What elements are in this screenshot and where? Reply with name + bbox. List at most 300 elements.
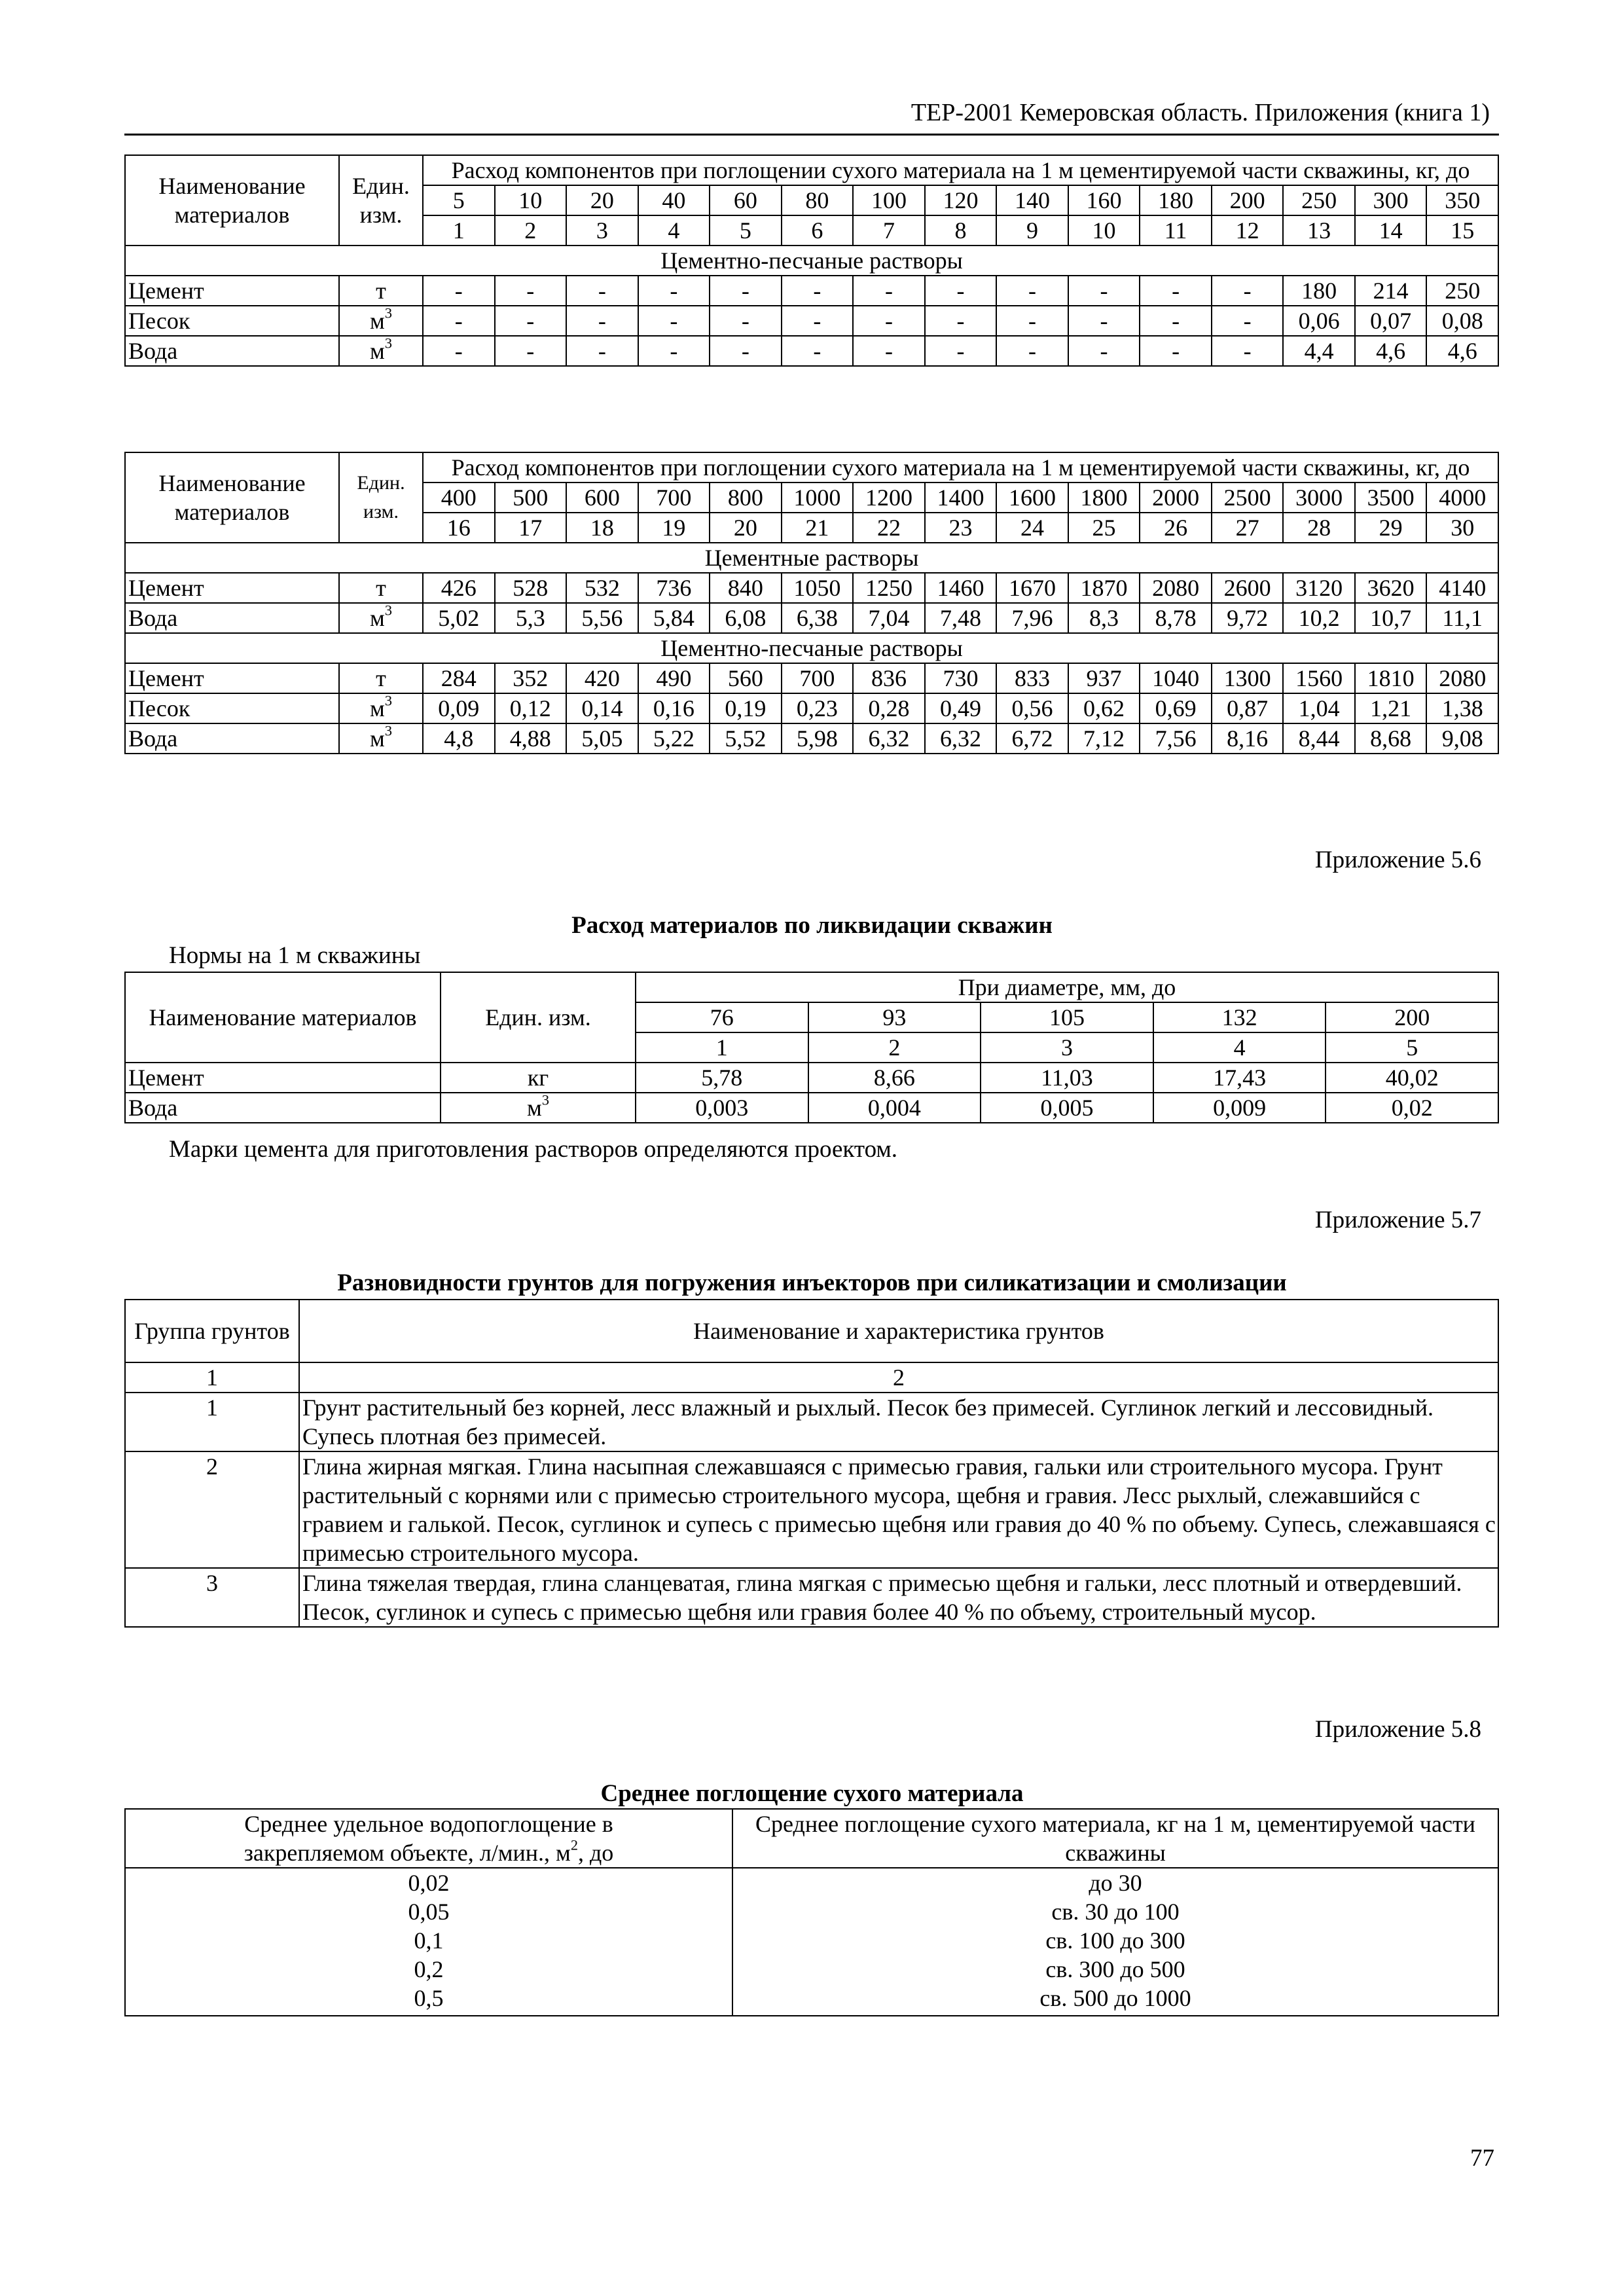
column-number: 24 [996, 513, 1068, 543]
description-header: Наименование и характеристика грунтов [299, 1300, 1498, 1362]
value-cell: - [566, 276, 638, 306]
absorption-values [732, 1868, 1498, 2016]
appendix-5-6-note: Марки цемента для приготовления растворов определяются проектом. [169, 1136, 898, 1163]
data-row [125, 693, 1498, 723]
value-header: 300 [1355, 185, 1427, 215]
value-cell: 17,43 [1153, 1063, 1326, 1093]
value-cell: - [925, 336, 997, 366]
value-cell: - [853, 306, 925, 336]
water-absorption-value: 0,1 [414, 1927, 444, 1954]
unit-superscript: 3 [384, 304, 392, 321]
unit-cell [339, 276, 423, 306]
value-cell: 11,03 [981, 1063, 1153, 1093]
value-header: 140 [996, 185, 1068, 215]
diameter-header: 132 [1153, 1002, 1326, 1032]
value-cell: 0,09 [423, 693, 495, 723]
data-row [125, 1568, 1498, 1627]
group-header: Расход компонентов при поглощении сухого материала на 1 м цементируемой части скважины, кг, до [423, 452, 1498, 483]
material-name: Вода [125, 336, 339, 366]
value-cell: 5,22 [638, 723, 710, 754]
value-cell: 700 [782, 663, 854, 693]
value-cell: 736 [638, 573, 710, 603]
value-cell: 490 [638, 663, 710, 693]
value-cell: 7,12 [1068, 723, 1140, 754]
value-cell: - [710, 336, 782, 366]
value-cell: - [638, 276, 710, 306]
value-cell: 0,56 [996, 693, 1068, 723]
value-cell: - [710, 276, 782, 306]
appendix-5-6-title: Расход материалов по ликвидации скважин [571, 912, 1053, 939]
material-name: Вода [125, 603, 339, 633]
name-header: Наименование материалов [125, 155, 339, 246]
value-cell: - [853, 276, 925, 306]
value-cell: 3620 [1355, 573, 1427, 603]
material-name: Песок [125, 306, 339, 336]
value-header: 4000 [1426, 483, 1498, 513]
value-cell: 0,02 [1326, 1093, 1498, 1123]
absorption-header: Среднее поглощение сухого материала, кг на 1 м, цементируемой части скважины [732, 1809, 1498, 1868]
column-number: 18 [566, 513, 638, 543]
value-cell: - [1212, 276, 1284, 306]
value-cell: 1,38 [1426, 693, 1498, 723]
value-cell: 9,08 [1426, 723, 1498, 754]
value-cell: 833 [996, 663, 1068, 693]
water-absorption-values [125, 1868, 732, 2016]
absorption-value: до 30 [1089, 1870, 1142, 1896]
value-cell: 836 [853, 663, 925, 693]
water-absorption-value: 0,05 [408, 1899, 450, 1925]
value-cell: - [1068, 276, 1140, 306]
value-header: 180 [1140, 185, 1212, 215]
water-absorption-value: 0,2 [414, 1956, 444, 1982]
page-header [124, 97, 1499, 136]
unit-text: т [376, 575, 386, 601]
value-cell: 0,14 [566, 693, 638, 723]
value-header: 2500 [1212, 483, 1284, 513]
absorption-value: св. 100 до 300 [1045, 1927, 1185, 1954]
value-cell: 11,1 [1426, 603, 1498, 633]
value-cell: 937 [1068, 663, 1140, 693]
liquidation-table [124, 972, 1499, 1123]
column-number: 5 [1326, 1032, 1498, 1063]
value-cell: 5,52 [710, 723, 782, 754]
material-name: Цемент [125, 1063, 441, 1093]
value-cell: 0,08 [1426, 306, 1498, 336]
column-number: 4 [638, 215, 710, 246]
table2-body [125, 452, 1498, 754]
value-cell: 8,44 [1283, 723, 1355, 754]
unit-text: м [527, 1095, 542, 1121]
section-row [125, 633, 1498, 663]
unit-text: м [370, 338, 385, 364]
column-number: 13 [1283, 215, 1355, 246]
value-cell: 5,84 [638, 603, 710, 633]
column-number: 30 [1426, 513, 1498, 543]
data-row [125, 1393, 1498, 1451]
value-cell: - [1068, 336, 1140, 366]
column-number: 5 [710, 215, 782, 246]
column-number: 20 [710, 513, 782, 543]
value-cell: 6,72 [996, 723, 1068, 754]
value-cell: 7,04 [853, 603, 925, 633]
group-header: Расход компонентов при поглощении сухого материала на 1 м цементируемой части скважины, кг, до [423, 155, 1498, 185]
value-cell: 1,21 [1355, 693, 1427, 723]
value-cell: - [996, 306, 1068, 336]
value-cell: 528 [495, 573, 567, 603]
value-cell: - [782, 306, 854, 336]
value-cell: 0,49 [925, 693, 997, 723]
column-number: 23 [925, 513, 997, 543]
column-number: 12 [1212, 215, 1284, 246]
value-cell: - [423, 306, 495, 336]
column-number: 15 [1426, 215, 1498, 246]
column-number: 1 [423, 215, 495, 246]
value-header: 500 [495, 483, 567, 513]
section-title: Цементно-песчаные растворы [125, 633, 1498, 663]
value-cell: 4,88 [495, 723, 567, 754]
unit-superscript: 3 [384, 602, 392, 619]
value-cell: 352 [495, 663, 567, 693]
value-header: 3500 [1355, 483, 1427, 513]
value-cell: 8,68 [1355, 723, 1427, 754]
column-number: 17 [495, 513, 567, 543]
group-header: Группа грунтов [125, 1300, 299, 1362]
data-row [125, 663, 1498, 693]
header-row [125, 452, 1498, 483]
value-header: 400 [423, 483, 495, 513]
unit-cell [339, 573, 423, 603]
value-cell: 1300 [1212, 663, 1284, 693]
column-number: 3 [981, 1032, 1153, 1063]
value-cell: 10,7 [1355, 603, 1427, 633]
value-cell: 0,004 [808, 1093, 981, 1123]
value-cell: 6,32 [853, 723, 925, 754]
value-cell: 5,05 [566, 723, 638, 754]
column-number: 2 [495, 215, 567, 246]
column-number: 19 [638, 513, 710, 543]
value-cell: 1040 [1140, 663, 1212, 693]
value-cell: 4,4 [1283, 336, 1355, 366]
value-cell: - [423, 276, 495, 306]
page-number: 77 [1470, 2145, 1494, 2172]
liquidation-table-body [125, 972, 1498, 1123]
appendix-5-8-label: Приложение 5.8 [1314, 1716, 1481, 1743]
column-number: 16 [423, 513, 495, 543]
value-cell: 214 [1355, 276, 1427, 306]
unit-superscript: 3 [541, 1091, 549, 1108]
value-cell: 0,87 [1212, 693, 1284, 723]
value-cell: 0,12 [495, 693, 567, 723]
unit-cell [441, 1063, 636, 1093]
column-number: 9 [996, 215, 1068, 246]
value-cell: 6,32 [925, 723, 997, 754]
value-header: 40 [638, 185, 710, 215]
header-part: Среднее удельное водопоглощение в [244, 1811, 613, 1837]
value-cell: - [638, 336, 710, 366]
column-number: 22 [853, 513, 925, 543]
value-cell: - [1212, 306, 1284, 336]
material-name: Песок [125, 693, 339, 723]
column-number: 2 [808, 1032, 981, 1063]
value-cell: 5,3 [495, 603, 567, 633]
unit-header: Един. изм. [339, 155, 423, 246]
header-part: , до [577, 1840, 614, 1866]
header-row [125, 155, 1498, 185]
absorption-table [124, 1808, 1499, 2016]
appendix-5-6-subtitle: Нормы на 1 м скважины [169, 942, 421, 969]
unit-superscript: 3 [384, 692, 392, 709]
column-number: 2 [299, 1362, 1498, 1393]
water-absorption-header [125, 1809, 732, 1868]
value-header: 20 [566, 185, 638, 215]
value-header: 600 [566, 483, 638, 513]
data-row [125, 723, 1498, 754]
soil-types-table [124, 1299, 1499, 1628]
value-cell: - [566, 306, 638, 336]
value-cell: 5,98 [782, 723, 854, 754]
unit-cell [441, 1093, 636, 1123]
column-number: 1 [636, 1032, 808, 1063]
value-cell: - [1140, 336, 1212, 366]
diameter-header: 105 [981, 1002, 1153, 1032]
value-cell: 2080 [1140, 573, 1212, 603]
value-header: 160 [1068, 185, 1140, 215]
value-cell: 532 [566, 573, 638, 603]
unit-cell [339, 693, 423, 723]
value-cell: 730 [925, 663, 997, 693]
value-cell: - [566, 336, 638, 366]
absorption-value: св. 300 до 500 [1045, 1956, 1185, 1982]
value-cell: 1,04 [1283, 693, 1355, 723]
unit-superscript: 3 [384, 335, 392, 352]
value-cell: 1870 [1068, 573, 1140, 603]
value-cell: - [925, 276, 997, 306]
material-name: Вода [125, 1093, 441, 1123]
column-number: 6 [782, 215, 854, 246]
value-cell: 6,08 [710, 603, 782, 633]
value-cell: 2080 [1426, 663, 1498, 693]
value-cell: 5,56 [566, 603, 638, 633]
value-cell: 40,02 [1326, 1063, 1498, 1093]
value-cell: 1250 [853, 573, 925, 603]
value-cell: 0,07 [1355, 306, 1427, 336]
data-row [125, 1063, 1498, 1093]
value-cell: 0,003 [636, 1093, 808, 1123]
unit-header: Един. изм. [441, 972, 636, 1063]
value-cell: 7,96 [996, 603, 1068, 633]
value-cell: 1670 [996, 573, 1068, 603]
unit-superscript: 3 [384, 722, 392, 739]
appendix-5-7-label: Приложение 5.7 [1314, 1207, 1481, 1233]
appendix-5-7-title: Разновидности грунтов для погружения инъекторов при силикатизации и смолизации [337, 1269, 1287, 1296]
value-cell: 10,2 [1283, 603, 1355, 633]
name-header: Наименование материалов [125, 452, 339, 543]
data-row [125, 1093, 1498, 1123]
table1-body [125, 155, 1498, 366]
value-cell: 9,72 [1212, 603, 1284, 633]
value-cell: 6,38 [782, 603, 854, 633]
column-number: 26 [1140, 513, 1212, 543]
data-row [125, 603, 1498, 633]
value-header: 200 [1212, 185, 1284, 215]
section-title: Цементно-песчаные растворы [125, 246, 1498, 276]
absorption-value: св. 30 до 100 [1051, 1899, 1180, 1925]
value-cell: 250 [1426, 276, 1498, 306]
value-cell: - [1212, 336, 1284, 366]
column-number: 10 [1068, 215, 1140, 246]
value-header: 3000 [1283, 483, 1355, 513]
value-cell: 2600 [1212, 573, 1284, 603]
header-row [125, 972, 1498, 1002]
column-number: 8 [925, 215, 997, 246]
value-cell: - [925, 306, 997, 336]
soil-group: 2 [125, 1451, 299, 1568]
water-absorption-value: 0,5 [414, 1985, 444, 2011]
value-cell: 8,78 [1140, 603, 1212, 633]
section-row [125, 543, 1498, 573]
value-header: 800 [710, 483, 782, 513]
soil-description: Глина жирная мягкая. Глина насыпная слежавшаяся с примесью гравия, гальки или строительного мусора. Грунт растительный с корнями или с примесью строительного мусора, щебня и гравия. Лесс рыхлый, слежавшийся с гравием и галькой. Песок, суглинок и супесь с примесью щебня или гравия до 40 % по объему. Супесь, слежавшаяся с примесью строительного мусора. [299, 1451, 1498, 1568]
soil-group: 3 [125, 1568, 299, 1627]
value-header: 1400 [925, 483, 997, 513]
unit-text: кг [527, 1065, 549, 1091]
value-header: 700 [638, 483, 710, 513]
data-row [125, 1451, 1498, 1568]
data-row [125, 1868, 1498, 2016]
value-cell: - [782, 336, 854, 366]
value-cell: 0,16 [638, 693, 710, 723]
appendix-5-8-title: Среднее поглощение сухого материала [600, 1780, 1024, 1807]
value-header: 100 [853, 185, 925, 215]
column-numbers-row [125, 1362, 1498, 1393]
value-header: 1800 [1068, 483, 1140, 513]
value-cell: 8,3 [1068, 603, 1140, 633]
value-cell: 0,23 [782, 693, 854, 723]
value-cell: - [782, 276, 854, 306]
value-cell: 0,06 [1283, 306, 1355, 336]
column-number: 11 [1140, 215, 1212, 246]
material-name: Цемент [125, 663, 339, 693]
value-header: 80 [782, 185, 854, 215]
column-number: 4 [1153, 1032, 1326, 1063]
value-cell: 284 [423, 663, 495, 693]
material-name: Цемент [125, 573, 339, 603]
header-row [125, 1809, 1498, 1868]
column-number: 29 [1355, 513, 1427, 543]
value-cell: 180 [1283, 276, 1355, 306]
value-cell: 0,009 [1153, 1093, 1326, 1123]
unit-cell [339, 723, 423, 754]
value-cell: 1560 [1283, 663, 1355, 693]
name-header: Наименование материалов [125, 972, 441, 1063]
value-cell: 1050 [782, 573, 854, 603]
soil-description: Грунт растительный без корней, лесс влажный и рыхлый. Песок без примесей. Суглинок легкий и лессовидный. Супесь плотная без примесей. [299, 1393, 1498, 1451]
value-cell: - [423, 336, 495, 366]
value-cell: 5,78 [636, 1063, 808, 1093]
value-cell: - [495, 276, 567, 306]
water-absorption-value: 0,02 [408, 1870, 450, 1896]
section-row [125, 246, 1498, 276]
value-cell: 4,6 [1355, 336, 1427, 366]
value-cell: 840 [710, 573, 782, 603]
unit-header: Един. изм. [339, 452, 423, 543]
value-cell: 0,28 [853, 693, 925, 723]
value-cell: 4140 [1426, 573, 1498, 603]
value-cell: - [1140, 276, 1212, 306]
header-part: 2 [570, 1836, 578, 1853]
appendix-5-6-label: Приложение 5.6 [1314, 847, 1481, 873]
column-number: 27 [1212, 513, 1284, 543]
diameter-header: 93 [808, 1002, 981, 1032]
value-header: 350 [1426, 185, 1498, 215]
unit-text: м [370, 308, 385, 334]
unit-text: м [370, 695, 385, 721]
absorption-value: св. 500 до 1000 [1039, 1985, 1191, 2011]
column-number: 25 [1068, 513, 1140, 543]
value-cell: - [1140, 306, 1212, 336]
unit-text: т [376, 278, 386, 304]
column-number: 7 [853, 215, 925, 246]
value-header: 5 [423, 185, 495, 215]
value-cell: 0,69 [1140, 693, 1212, 723]
column-number: 28 [1283, 513, 1355, 543]
value-cell: 560 [710, 663, 782, 693]
data-row [125, 573, 1498, 603]
value-header: 2000 [1140, 483, 1212, 513]
value-cell: - [495, 336, 567, 366]
value-cell: 420 [566, 663, 638, 693]
value-cell: - [996, 336, 1068, 366]
column-number: 21 [782, 513, 854, 543]
value-cell: 0,19 [710, 693, 782, 723]
unit-cell [339, 603, 423, 633]
value-cell: 0,005 [981, 1093, 1153, 1123]
value-cell: - [710, 306, 782, 336]
consumption-table-2 [124, 452, 1499, 754]
value-cell: 0,62 [1068, 693, 1140, 723]
value-cell: 4,6 [1426, 336, 1498, 366]
unit-cell [339, 663, 423, 693]
value-cell: 5,02 [423, 603, 495, 633]
value-cell: 7,48 [925, 603, 997, 633]
value-cell: - [853, 336, 925, 366]
value-header: 10 [495, 185, 567, 215]
value-cell: - [495, 306, 567, 336]
data-row [125, 336, 1498, 366]
value-header: 1000 [782, 483, 854, 513]
material-name: Вода [125, 723, 339, 754]
value-cell: 1810 [1355, 663, 1427, 693]
value-cell: 3120 [1283, 573, 1355, 603]
unit-text: м [370, 725, 385, 752]
consumption-table-1 [124, 155, 1499, 367]
data-row [125, 276, 1498, 306]
unit-cell [339, 336, 423, 366]
value-cell: - [996, 276, 1068, 306]
column-number: 3 [566, 215, 638, 246]
absorption-table-body [125, 1809, 1498, 2016]
material-name: Цемент [125, 276, 339, 306]
value-cell: 4,8 [423, 723, 495, 754]
data-row [125, 306, 1498, 336]
unit-cell [339, 306, 423, 336]
diameter-header: 76 [636, 1002, 808, 1032]
value-cell: - [1068, 306, 1140, 336]
column-number: 14 [1355, 215, 1427, 246]
header-part: закрепляемом объекте, л/мин., м [244, 1840, 571, 1866]
soil-description: Глина тяжелая твердая, глина сланцеватая, глина мягкая с примесью щебня и гальки, лесс плотный и отвердевший. Песок, суглинок и супесь с примесью щебня или гравия более 40 % по объему, строительный мусор. [299, 1568, 1498, 1627]
value-header: 1600 [996, 483, 1068, 513]
